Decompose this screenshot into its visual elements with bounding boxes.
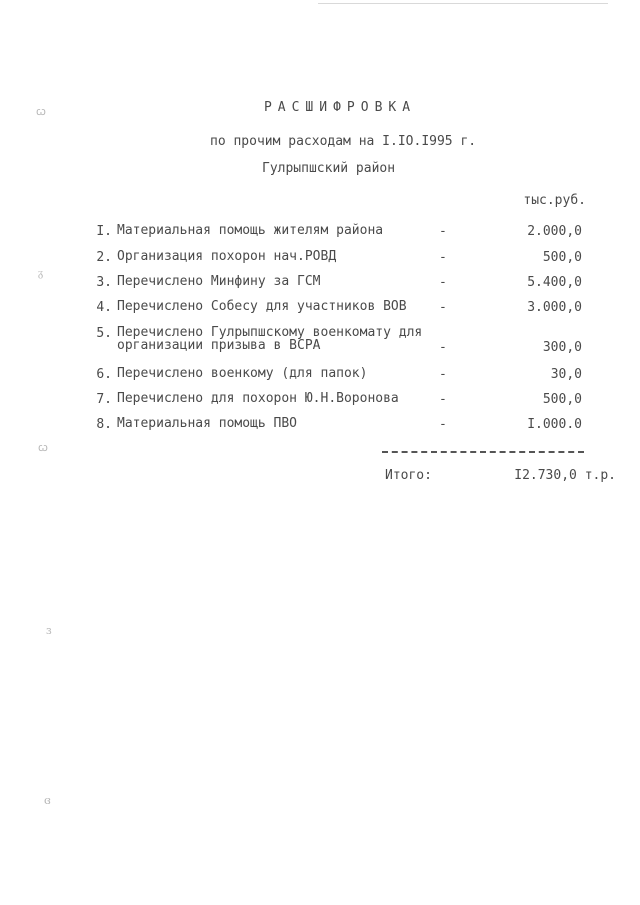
item-number: 8. <box>96 417 112 432</box>
item-number: 6. <box>96 367 112 382</box>
item-description: Перечислено для похорон Ю.Н.Воронова <box>117 391 399 406</box>
item-description: Перечислено Минфину за ГСМ <box>117 274 321 289</box>
item-amount: 5.400,0 <box>527 275 582 290</box>
item-description: Перечислено Гулрыпшскому военкомату для организации призыва в ВСРА <box>117 325 423 353</box>
item-number: 3. <box>96 275 112 290</box>
item-amount: 300,0 <box>542 340 582 355</box>
total-label: Итого: <box>385 468 432 483</box>
document-title: РАСШИФРОВКА <box>263 100 417 115</box>
item-dash: - <box>439 417 447 432</box>
item-dash: - <box>439 367 447 382</box>
document-subtitle: по прочим расходам на I.IO.I995 г. <box>210 134 477 149</box>
margin-mark: ɜ <box>46 624 52 637</box>
item-amount: 3.000,0 <box>527 300 582 315</box>
item-description: Материальная помощь жителям района <box>117 223 384 238</box>
item-dash: - <box>439 275 447 290</box>
item-description: Перечислено военкому (для папок) <box>117 366 368 381</box>
margin-mark: ɞ <box>44 794 51 807</box>
item-description: Перечислено Собесу для участников ВОВ <box>117 299 407 314</box>
margin-mark: ꞷ <box>36 105 46 118</box>
item-description: Организация похорон нач.РОВД <box>117 249 337 264</box>
currency-unit: тыс.руб. <box>523 193 586 208</box>
item-dash: - <box>439 300 447 315</box>
item-amount: 500,0 <box>542 250 582 265</box>
item-dash: - <box>439 340 447 355</box>
item-number: 7. <box>96 392 112 407</box>
item-amount: 30,0 <box>550 367 582 382</box>
item-number: 2. <box>96 250 112 265</box>
item-dash: - <box>439 224 447 239</box>
margin-mark: ꞷ <box>38 441 48 454</box>
district-name: Гулрыпшский район <box>262 161 396 176</box>
item-amount: I.000.0 <box>527 417 582 432</box>
item-description: Материальная помощь ПВО <box>117 416 298 431</box>
margin-mark: ᵹ <box>38 266 44 279</box>
item-dash: - <box>439 250 447 265</box>
item-number: I. <box>96 224 112 239</box>
item-amount: 2.000,0 <box>527 224 582 239</box>
total-value: I2.730,0 т.р. <box>514 468 616 483</box>
item-amount: 500,0 <box>542 392 582 407</box>
item-number: 5. <box>96 326 112 341</box>
item-number: 4. <box>96 300 112 315</box>
item-dash: - <box>439 392 447 407</box>
total-separator-line <box>382 451 584 453</box>
page-edge-line <box>318 3 608 4</box>
